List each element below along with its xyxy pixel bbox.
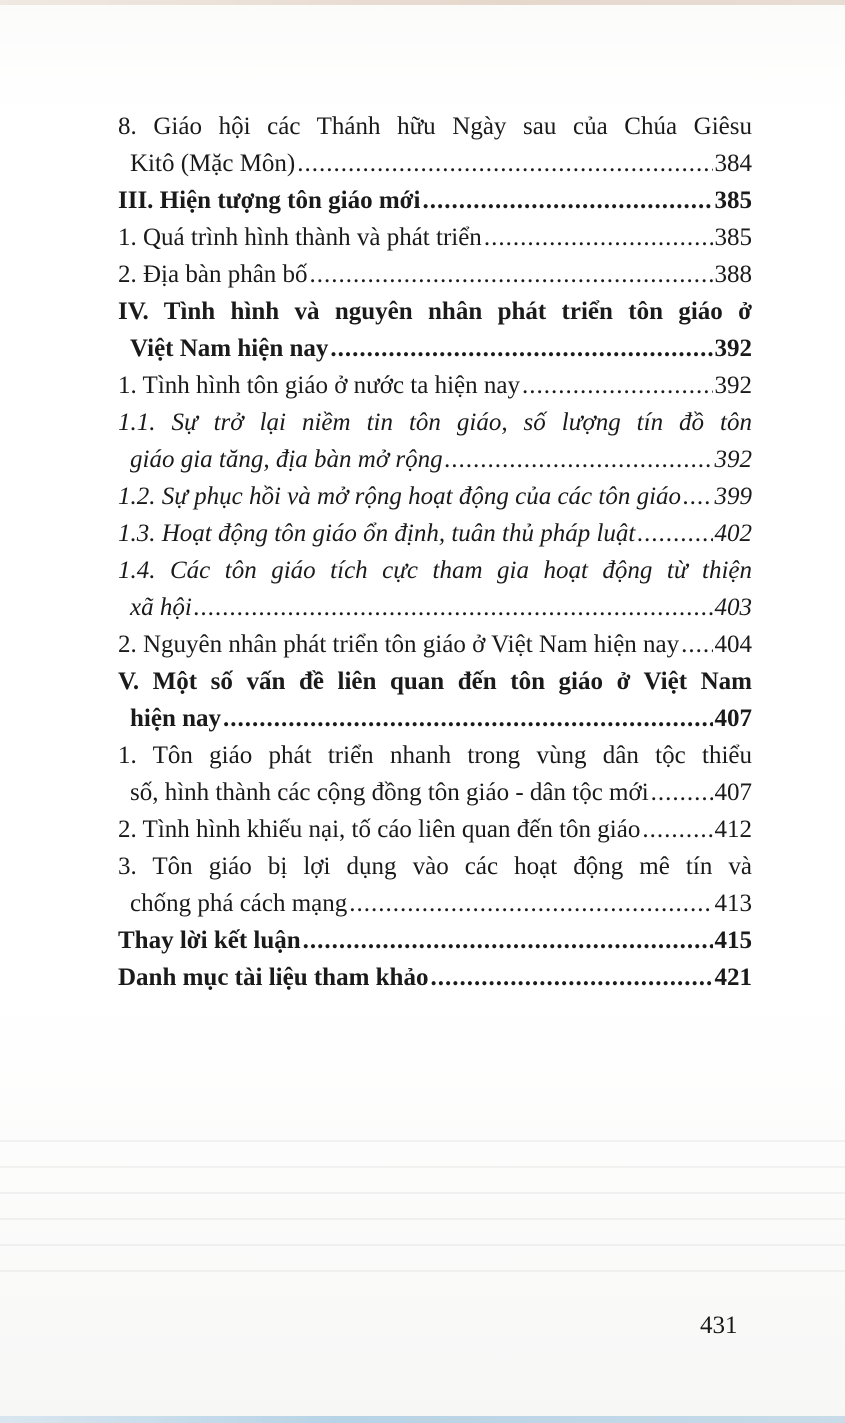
toc-dot-leader [484,219,713,256]
toc-entry-page-number: 385 [714,224,752,251]
toc-entry-row [118,478,752,515]
toc-dot-leader [194,589,713,626]
toc-entry-title-line: 8. Giáo hội các Thánh hữu Ngày sau của Chúa Giêsu [118,113,752,140]
toc-entry-page-number: 412 [714,816,752,843]
toc-entry-page-number: 402 [714,520,752,547]
toc-dot-leader [330,330,712,367]
toc-dot-leader [683,478,712,515]
toc-entry-page-number: 399 [714,483,752,510]
toc-entry-page-number: 404 [714,631,752,658]
toc-entry-title: 2. Nguyên nhân phát triển tôn giáo ở Việt Nam hiện nay [118,631,680,658]
toc-entry-row [118,589,752,626]
toc-dot-leader [310,256,713,293]
page-top-edge [0,0,845,5]
toc-entry-title: số, hình thành các cộng đồng tôn giáo - dân tộc mới [130,779,649,806]
toc-entry-row [118,922,752,959]
toc-entry-page-number: 403 [714,594,752,621]
toc-entry-page-number: 385 [714,187,752,214]
toc-entry [118,219,752,256]
toc-entry-page-number: 421 [714,964,752,991]
page-bottom-edge [0,1416,845,1423]
toc-dot-leader [297,145,712,182]
toc-dot-leader [445,441,713,478]
toc-entry [118,478,752,515]
toc-entry-page-number: 407 [714,779,752,806]
toc-entry-title: 2. Địa bàn phân bố [118,261,308,288]
toc-entry [118,626,752,663]
toc-entry [118,663,752,737]
toc-entry-row [118,959,752,996]
toc-entry [118,515,752,552]
toc-entry-page-number: 392 [714,335,752,362]
toc-dot-leader [642,811,712,848]
toc-entry [118,367,752,404]
toc-entry-row [118,626,752,663]
toc-entry-row [118,774,752,811]
toc-entry [118,293,752,367]
toc-dot-leader [349,885,712,922]
toc-entry-row [118,330,752,367]
toc-entry-title: xã hội [130,594,192,621]
toc-entry [118,848,752,922]
toc-entry-title-line: 1.4. Các tôn giáo tích cực tham gia hoạt động từ thiện [118,557,752,584]
toc-entry [118,256,752,293]
toc-entry-row [118,515,752,552]
toc-entry-title: hiện nay [130,705,222,732]
toc-dot-leader [522,367,713,404]
toc-entry [118,108,752,182]
toc-entry [118,737,752,811]
toc-dot-leader [651,774,713,811]
toc-entry-title: 1. Tình hình tôn giáo ở nước ta hiện nay [118,372,520,399]
toc-entry [118,959,752,996]
toc-entry-row [118,256,752,293]
toc-entry-title-line: 3. Tôn giáo bị lợi dụng vào các hoạt động mê tín và [118,853,752,880]
toc-entry-row [118,441,752,478]
toc-entry [118,404,752,478]
toc-entry-row [118,885,752,922]
toc-entry-row [118,700,752,737]
toc-entry-title: III. Hiện tượng tôn giáo mới [118,187,421,214]
toc-dot-leader [637,515,712,552]
toc-entry-page-number: 415 [714,927,752,954]
toc-entry-row [118,811,752,848]
toc-entry-title: Thay lời kết luận [118,927,301,954]
toc-entry-row [118,367,752,404]
toc-entry-page-number: 413 [714,890,752,917]
toc-entry [118,811,752,848]
toc-dot-leader [430,959,712,996]
toc-entry-title: 1.3. Hoạt động tôn giáo ổn định, tuân thủ pháp luật [118,520,636,547]
toc-entry-row [118,145,752,182]
toc-entry-title-line: 1. Tôn giáo phát triển nhanh trong vùng dân tộc thiểu [118,742,752,769]
toc-entry [118,552,752,626]
toc-dot-leader [681,626,712,663]
toc-entry-title: giáo gia tăng, địa bàn mở rộng [130,446,443,473]
toc-entry-page-number: 407 [714,705,752,732]
toc-entry-title-line: IV. Tình hình và nguyên nhân phát triển tôn giáo ở [118,298,752,325]
toc-entry-row [118,182,752,219]
toc-entry-page-number: 384 [714,150,752,177]
toc-entry [118,922,752,959]
toc-entry-page-number: 388 [714,261,752,288]
page-number: 431 [700,1312,738,1339]
toc-entry [118,182,752,219]
toc-entry-title: 1.2. Sự phục hồi và mở rộng hoạt động của các tôn giáo [118,483,682,510]
toc-entry-row [118,219,752,256]
toc-entry-title: 1. Quá trình hình thành và phát triển [118,224,482,251]
toc-entry-title: 2. Tình hình khiếu nại, tố cáo liên quan đến tôn giáo [118,816,641,843]
toc-dot-leader [223,700,712,737]
toc-entry-title-line: V. Một số vấn đề liên quan đến tôn giáo ở Việt Nam [118,668,752,695]
toc-entry-title: Danh mục tài liệu tham khảo [118,964,429,991]
table-of-contents [118,108,752,996]
toc-dot-leader [303,922,713,959]
toc-entry-page-number: 392 [714,372,752,399]
toc-entry-page-number: 392 [714,446,752,473]
toc-entry-title: chống phá cách mạng [130,890,348,917]
toc-dot-leader [422,182,712,219]
toc-entry-title-line: 1.1. Sự trở lại niềm tin tôn giáo, số lượng tín đồ tôn [118,409,752,436]
toc-entry-title: Việt Nam hiện nay [130,335,329,362]
show-through-text-bottom [0,1140,845,1280]
toc-entry-title: Kitô (Mặc Môn) [130,150,296,177]
